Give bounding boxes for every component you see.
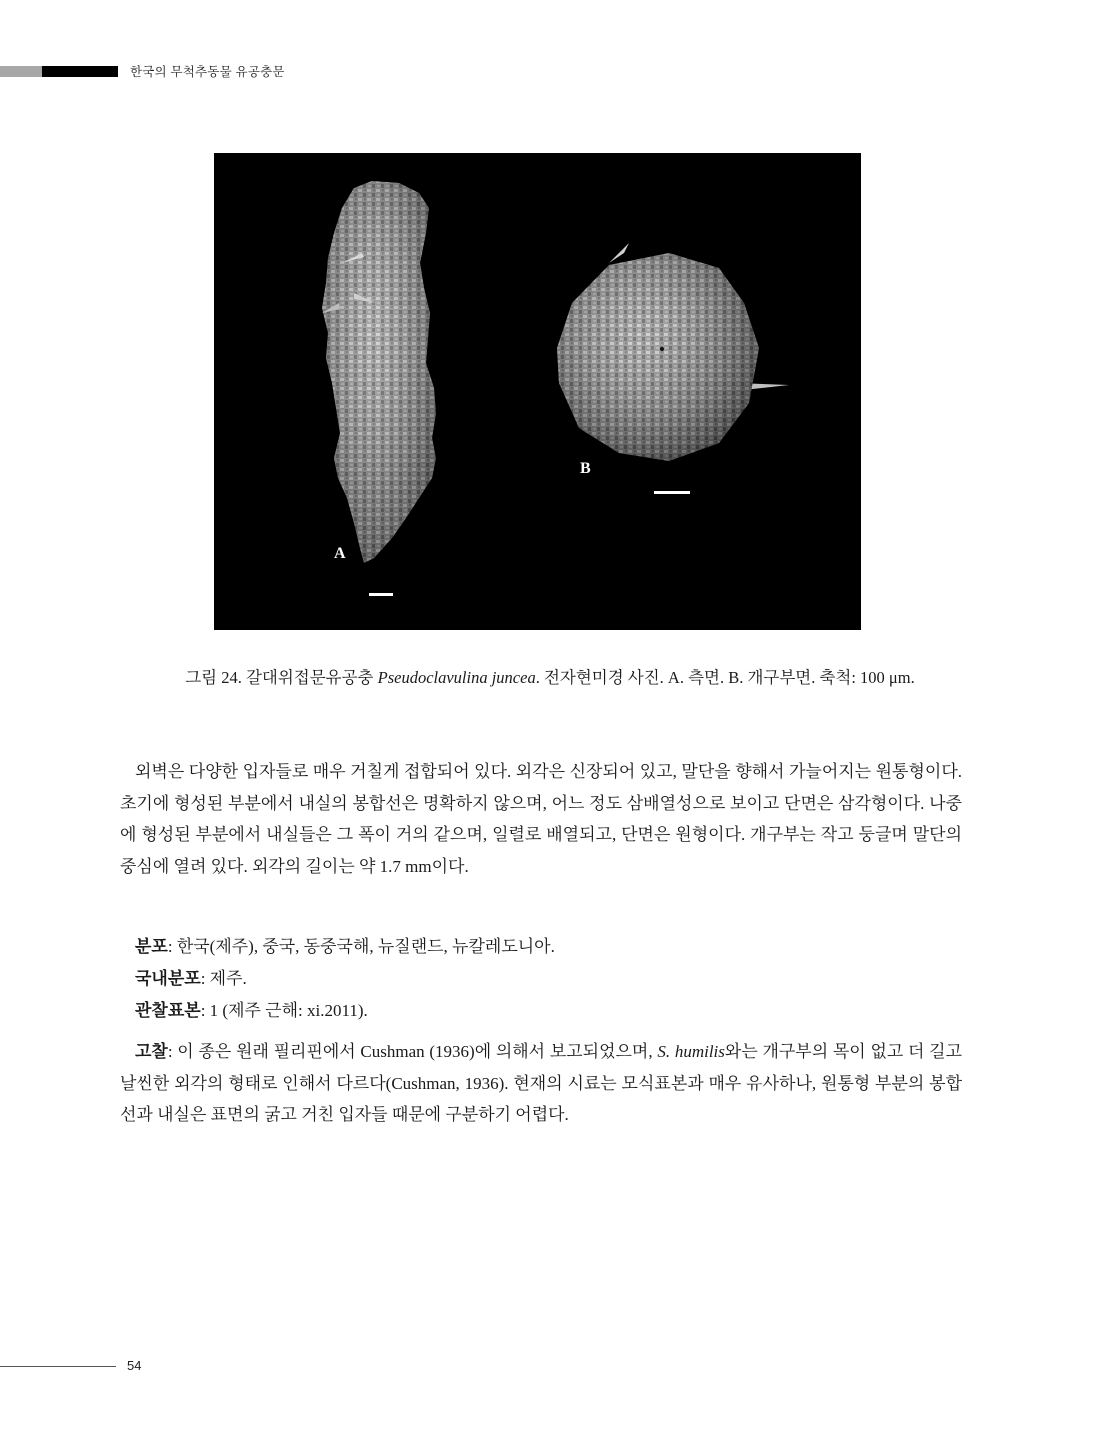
specimens-line — [120, 996, 965, 1021]
scale-bar-a — [369, 593, 393, 596]
figure-caption — [0, 664, 1100, 688]
caption-species: Pseudoclavulina juncea — [377, 668, 536, 687]
sem-image — [214, 153, 861, 630]
specimens-label: 관찰표본 — [135, 1001, 201, 1020]
distribution-value: : 한국(제주), 중국, 동중국해, 뉴질랜드, 뉴칼레도니아. — [167, 937, 555, 956]
header-bar-black — [42, 66, 118, 77]
description-paragraph: 외벽은 다양한 입자들로 매우 거칠게 접합되어 있다. 외각은 신장되어 있고, 말단을 향해서 가늘어지는 원통형이다. 초기에 형성된 부분에서 내실의 봉합선은 명확하지 않으며, 어느 정도 삼배열성으로 보이고 단면은 삼각형이다. 나중에 형성된 부분에서 내실들은 그 폭이 거의 같으며, 일렬로 배열되고, 단면은 원형이다. 개구부는 작고 둥글며 말단의 중심에 열려 있다. 외각의 길이는 약 1.7 mm이다. — [120, 762, 962, 876]
specimens-value: : 1 (제주 근해: xi.2011). — [200, 1001, 368, 1020]
domestic-distribution-value: : 제주. — [200, 969, 247, 988]
page-number: 54 — [127, 1358, 142, 1373]
scale-bar-b — [654, 491, 690, 494]
distribution-line — [120, 932, 965, 957]
header-bar-gray — [0, 66, 42, 77]
remarks-species: S. humilis — [657, 1042, 725, 1061]
specimen-a — [322, 181, 436, 563]
specimen-b — [557, 243, 789, 461]
caption-prefix: 그림 24. 갈대위접문유공충 — [185, 668, 378, 687]
running-title: 한국의 무척추동물 유공충문 — [130, 65, 285, 79]
domestic-distribution-label: 국내분포 — [135, 969, 201, 988]
figure-label-b: B — [580, 460, 591, 477]
sem-figure — [214, 153, 861, 630]
remarks-text-2: 와는 개구부의 목이 없고 더 길고 날씬한 외각의 형태로 인해서 다르다(Cushman, 1936). 현재의 시료는 모식표본과 매우 유사하나, 원통형 부분의 봉합선과 내실은 표면의 굵고 거친 입자들 때문에 구분하기 어렵다. — [120, 1042, 962, 1124]
remarks-label: 고찰 — [135, 1042, 168, 1061]
caption-suffix: . 전자현미경 사진. A. 측면. B. 개구부면. 축척: 100 μm. — [535, 668, 915, 687]
remarks-text-1: : 이 종은 원래 필리핀에서 Cushman (1936)에 의해서 보고되었으며, — [167, 1042, 658, 1061]
footer-rule — [0, 1366, 116, 1367]
domestic-distribution-line — [120, 964, 965, 989]
remarks-paragraph — [120, 1036, 962, 1131]
distribution-label: 분포 — [135, 937, 168, 956]
figure-label-a: A — [334, 545, 346, 562]
